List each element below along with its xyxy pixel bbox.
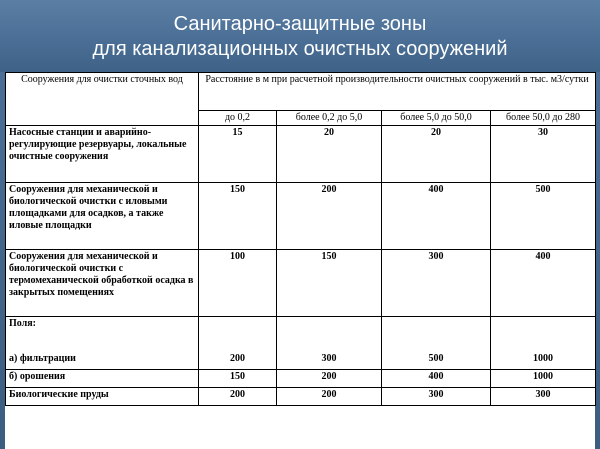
table-row [6, 250, 596, 317]
row-label: Сооружения для механической и биологической очистки с иловыми площадками для осадков, а также иловые площадки [6, 183, 199, 250]
row-label: Биологические пруды [6, 388, 199, 406]
table-cell: 300 [382, 388, 491, 406]
row-label: а) фильтрации [6, 352, 199, 370]
table-row [6, 370, 596, 388]
table-cell: 500 [491, 183, 596, 250]
row-label: б) орошения [6, 370, 199, 388]
table-cell [382, 317, 491, 353]
table-cell [491, 317, 596, 353]
subheader-cell: более 5,0 до 50,0 [382, 111, 491, 126]
title-line-1: Санитарно-защитные зоны [173, 13, 427, 35]
table-cell: 300 [382, 250, 491, 317]
column-group-header-distance: Расстояние в м при расчетной производительности очистных сооружений в тыс. м3/сутки [199, 73, 596, 111]
table-cell: 100 [199, 250, 277, 317]
table-cell: 300 [491, 388, 596, 406]
table-cell: 1000 [491, 352, 596, 370]
table-cell: 15 [199, 126, 277, 183]
table-cell [277, 317, 382, 353]
table-cell: 400 [491, 250, 596, 317]
table-cell: 500 [382, 352, 491, 370]
row-label: Поля: [6, 317, 199, 353]
table-row [6, 126, 596, 183]
table-cell: 400 [382, 370, 491, 388]
subheader-cell: более 50,0 до 280 [491, 111, 596, 126]
table-cell [199, 317, 277, 353]
table-cell: 1000 [491, 370, 596, 388]
sanitary-zones-table [5, 72, 596, 406]
table-row-fields-heading [6, 317, 596, 353]
table-cell: 20 [382, 126, 491, 183]
subheader-cell: до 0,2 [199, 111, 277, 126]
table-header-row [6, 73, 596, 111]
row-label: Насосные станции и аварийно-регулирующие резервуары, локальные очистные сооружения [6, 126, 199, 183]
row-label: Сооружения для механической и биологической очистки с термомеханической обработкой осадка в закрытых помещениях [6, 250, 199, 317]
table-cell: 200 [199, 352, 277, 370]
title-bar [0, 0, 600, 72]
table-cell: 300 [277, 352, 382, 370]
table-cell: 150 [199, 370, 277, 388]
table-cell: 30 [491, 126, 596, 183]
table-cell: 200 [277, 183, 382, 250]
subheader-cell: более 0,2 до 5,0 [277, 111, 382, 126]
column-header-facility: Сооружения для очистки сточных вод [6, 73, 199, 126]
table-row [6, 388, 596, 406]
title-line-2: для канализационных очистных сооружений [92, 38, 508, 60]
table-row [6, 352, 596, 370]
table-cell: 20 [277, 126, 382, 183]
table-cell: 200 [277, 370, 382, 388]
table-cell: 150 [199, 183, 277, 250]
table-cell: 200 [199, 388, 277, 406]
table-cell: 150 [277, 250, 382, 317]
slide-title [0, 12, 600, 62]
table-row [6, 183, 596, 250]
table-cell: 400 [382, 183, 491, 250]
table-cell: 200 [277, 388, 382, 406]
